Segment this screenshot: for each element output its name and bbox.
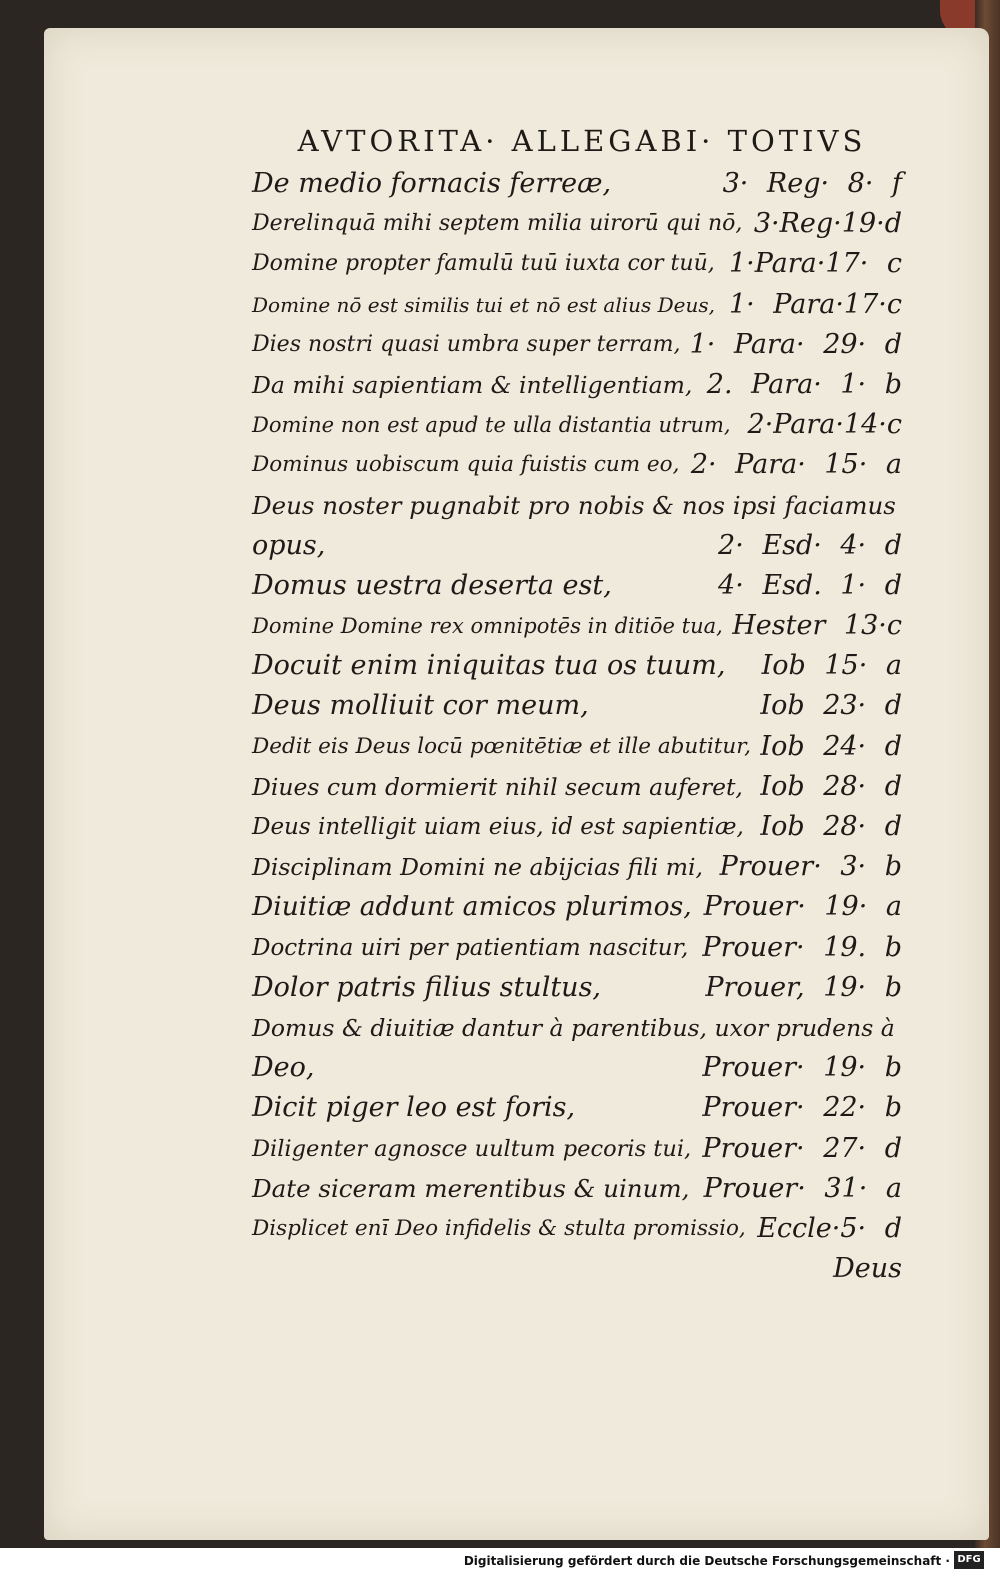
- entry-line: [252, 204, 902, 244]
- entry-line: [252, 1048, 902, 1088]
- entry-reference: Prouer· 19· a: [703, 891, 902, 923]
- entry-reference: Iob 24· d: [760, 730, 902, 762]
- entry-line: [252, 325, 902, 365]
- entry-line: [252, 686, 902, 726]
- entry-text: Derelinquā mihi septem milia uirorū qui nō,: [252, 211, 743, 237]
- entry-text: Displicet enī Deo infidelis & stulta promissio,: [252, 1215, 746, 1241]
- entry-text: Dominus uobiscum quia fuistis cum eo,: [252, 452, 680, 478]
- entry-reference: 1· Para· 29· d: [689, 328, 902, 360]
- text-block: [252, 118, 902, 1289]
- entry-line: [252, 928, 902, 968]
- entry-text: Deus noster pugnabit pro nobis & nos ipsi faciamus: [252, 490, 896, 520]
- entry-reference: 4· Esd. 1· d: [718, 569, 902, 601]
- footer-credit: Digitalisierung gefördert durch die Deutsche Forschungsgemeinschaft ·: [463, 1554, 950, 1568]
- entry-line: [252, 164, 902, 204]
- entry-text: Diligenter agnosce uultum pecoris tui,: [252, 1135, 692, 1162]
- catchword: Deus: [833, 1253, 902, 1285]
- entry-line: [252, 727, 902, 767]
- entry-text: Da mihi sapientiam & intelligentiam,: [252, 370, 693, 399]
- entry-reference: 1· Para·17·c: [728, 288, 902, 320]
- entry-reference: Prouer· 19. b: [702, 931, 902, 963]
- entry-reference: Iob 15· a: [761, 650, 902, 682]
- entry-text: Disciplinam Domini ne abijcias fili mi,: [252, 853, 704, 882]
- entry-text: Dicit piger leo est foris,: [252, 1092, 576, 1124]
- entry-text: Domus uestra deserta est,: [252, 569, 612, 601]
- entry-text: Diues cum dormierit nihil secum auferet,: [252, 772, 743, 801]
- entry-line: [252, 968, 902, 1008]
- entry-text: Domine nō est similis tui et nō est alius Deus,: [252, 292, 715, 317]
- entry-reference: Prouer· 27· d: [702, 1132, 902, 1164]
- entry-reference: 2· Esd· 4· d: [718, 529, 902, 561]
- entry-line: [252, 887, 902, 927]
- entry-text: Doctrina uiri per patientiam nascitur,: [252, 934, 689, 961]
- entry-text: Domine Domine rex omnipotēs in ditiōe tua,: [252, 614, 723, 639]
- entry-line: [252, 486, 902, 526]
- entry-line: [252, 1209, 902, 1249]
- entry-reference: Prouer, 19· b: [705, 971, 902, 1003]
- entry-line: [252, 807, 902, 847]
- entry-text: Dies nostri quasi umbra super terram,: [252, 331, 681, 357]
- entries-list: [252, 164, 902, 1249]
- entry-text: Dedit eis Deus locū pœnitētiæ et ille abutitur,: [252, 733, 751, 759]
- entry-text: Diuitiæ addunt amicos plurimos,: [252, 891, 692, 923]
- entry-line: [252, 526, 902, 566]
- entry-reference: Iob 28· d: [760, 811, 902, 842]
- entry-text: Deus intelligit uiam eius, id est sapientiæ,: [252, 814, 744, 840]
- entry-line: [252, 405, 902, 445]
- entry-text: Deo,: [252, 1052, 315, 1084]
- entry-reference: Eccle·5· d: [757, 1212, 902, 1244]
- entry-reference: 2· Para· 15· a: [690, 449, 902, 481]
- entry-reference: Prouer· 19· b: [702, 1052, 902, 1084]
- entry-line: [252, 767, 902, 807]
- entry-line: [252, 1129, 902, 1169]
- entry-text: opus,: [252, 529, 326, 561]
- entry-line: [252, 244, 902, 284]
- entry-text: Dolor patris filius stultus,: [252, 971, 602, 1003]
- entry-line: [252, 285, 902, 325]
- entry-line: [252, 646, 902, 686]
- entry-reference: Iob 23· d: [760, 690, 902, 722]
- entry-line: [252, 1088, 902, 1128]
- running-head: AVTORITA· ALLEGABI· TOTIVS: [297, 124, 867, 158]
- entry-text: Domus & diuitiæ dantur à parentibus, uxor prudens à: [252, 1013, 895, 1042]
- entry-line: [252, 566, 902, 606]
- entry-line: [252, 1008, 902, 1048]
- entry-text: Domine non est apud te ulla distantia utrum,: [252, 413, 731, 438]
- entry-line: [252, 606, 902, 646]
- entry-reference: 3· Reg· 8· f: [722, 168, 902, 199]
- entry-text: Date siceram merentibus & uinum,: [252, 1173, 690, 1203]
- entry-reference: Prouer· 22· b: [702, 1092, 902, 1124]
- entry-reference: 1·Para·17· c: [728, 248, 902, 280]
- entry-reference: 2. Para· 1· b: [706, 368, 902, 400]
- entry-line: [252, 847, 902, 887]
- entry-reference: Prouer· 3· b: [719, 851, 902, 883]
- entry-reference: 2·Para·14·c: [747, 409, 902, 441]
- entry-text: Deus molliuit cor meum,: [252, 690, 589, 722]
- entry-text: De medio fornacis ferreæ,: [252, 168, 612, 199]
- entry-reference: 3·Reg·19·d: [753, 208, 902, 240]
- entry-text: Domine propter famulū tuū iuxta cor tuū,: [252, 251, 715, 277]
- entry-reference: Hester 13·c: [732, 610, 902, 642]
- entry-line: [252, 1169, 902, 1209]
- entry-reference: Prouer· 31· a: [703, 1172, 902, 1204]
- entry-line: [252, 445, 902, 485]
- entry-text: Docuit enim iniquitas tua os tuum,: [252, 650, 726, 682]
- dfg-logo: DFG: [954, 1551, 984, 1569]
- entry-line: [252, 365, 902, 405]
- entry-reference: Iob 28· d: [760, 770, 902, 802]
